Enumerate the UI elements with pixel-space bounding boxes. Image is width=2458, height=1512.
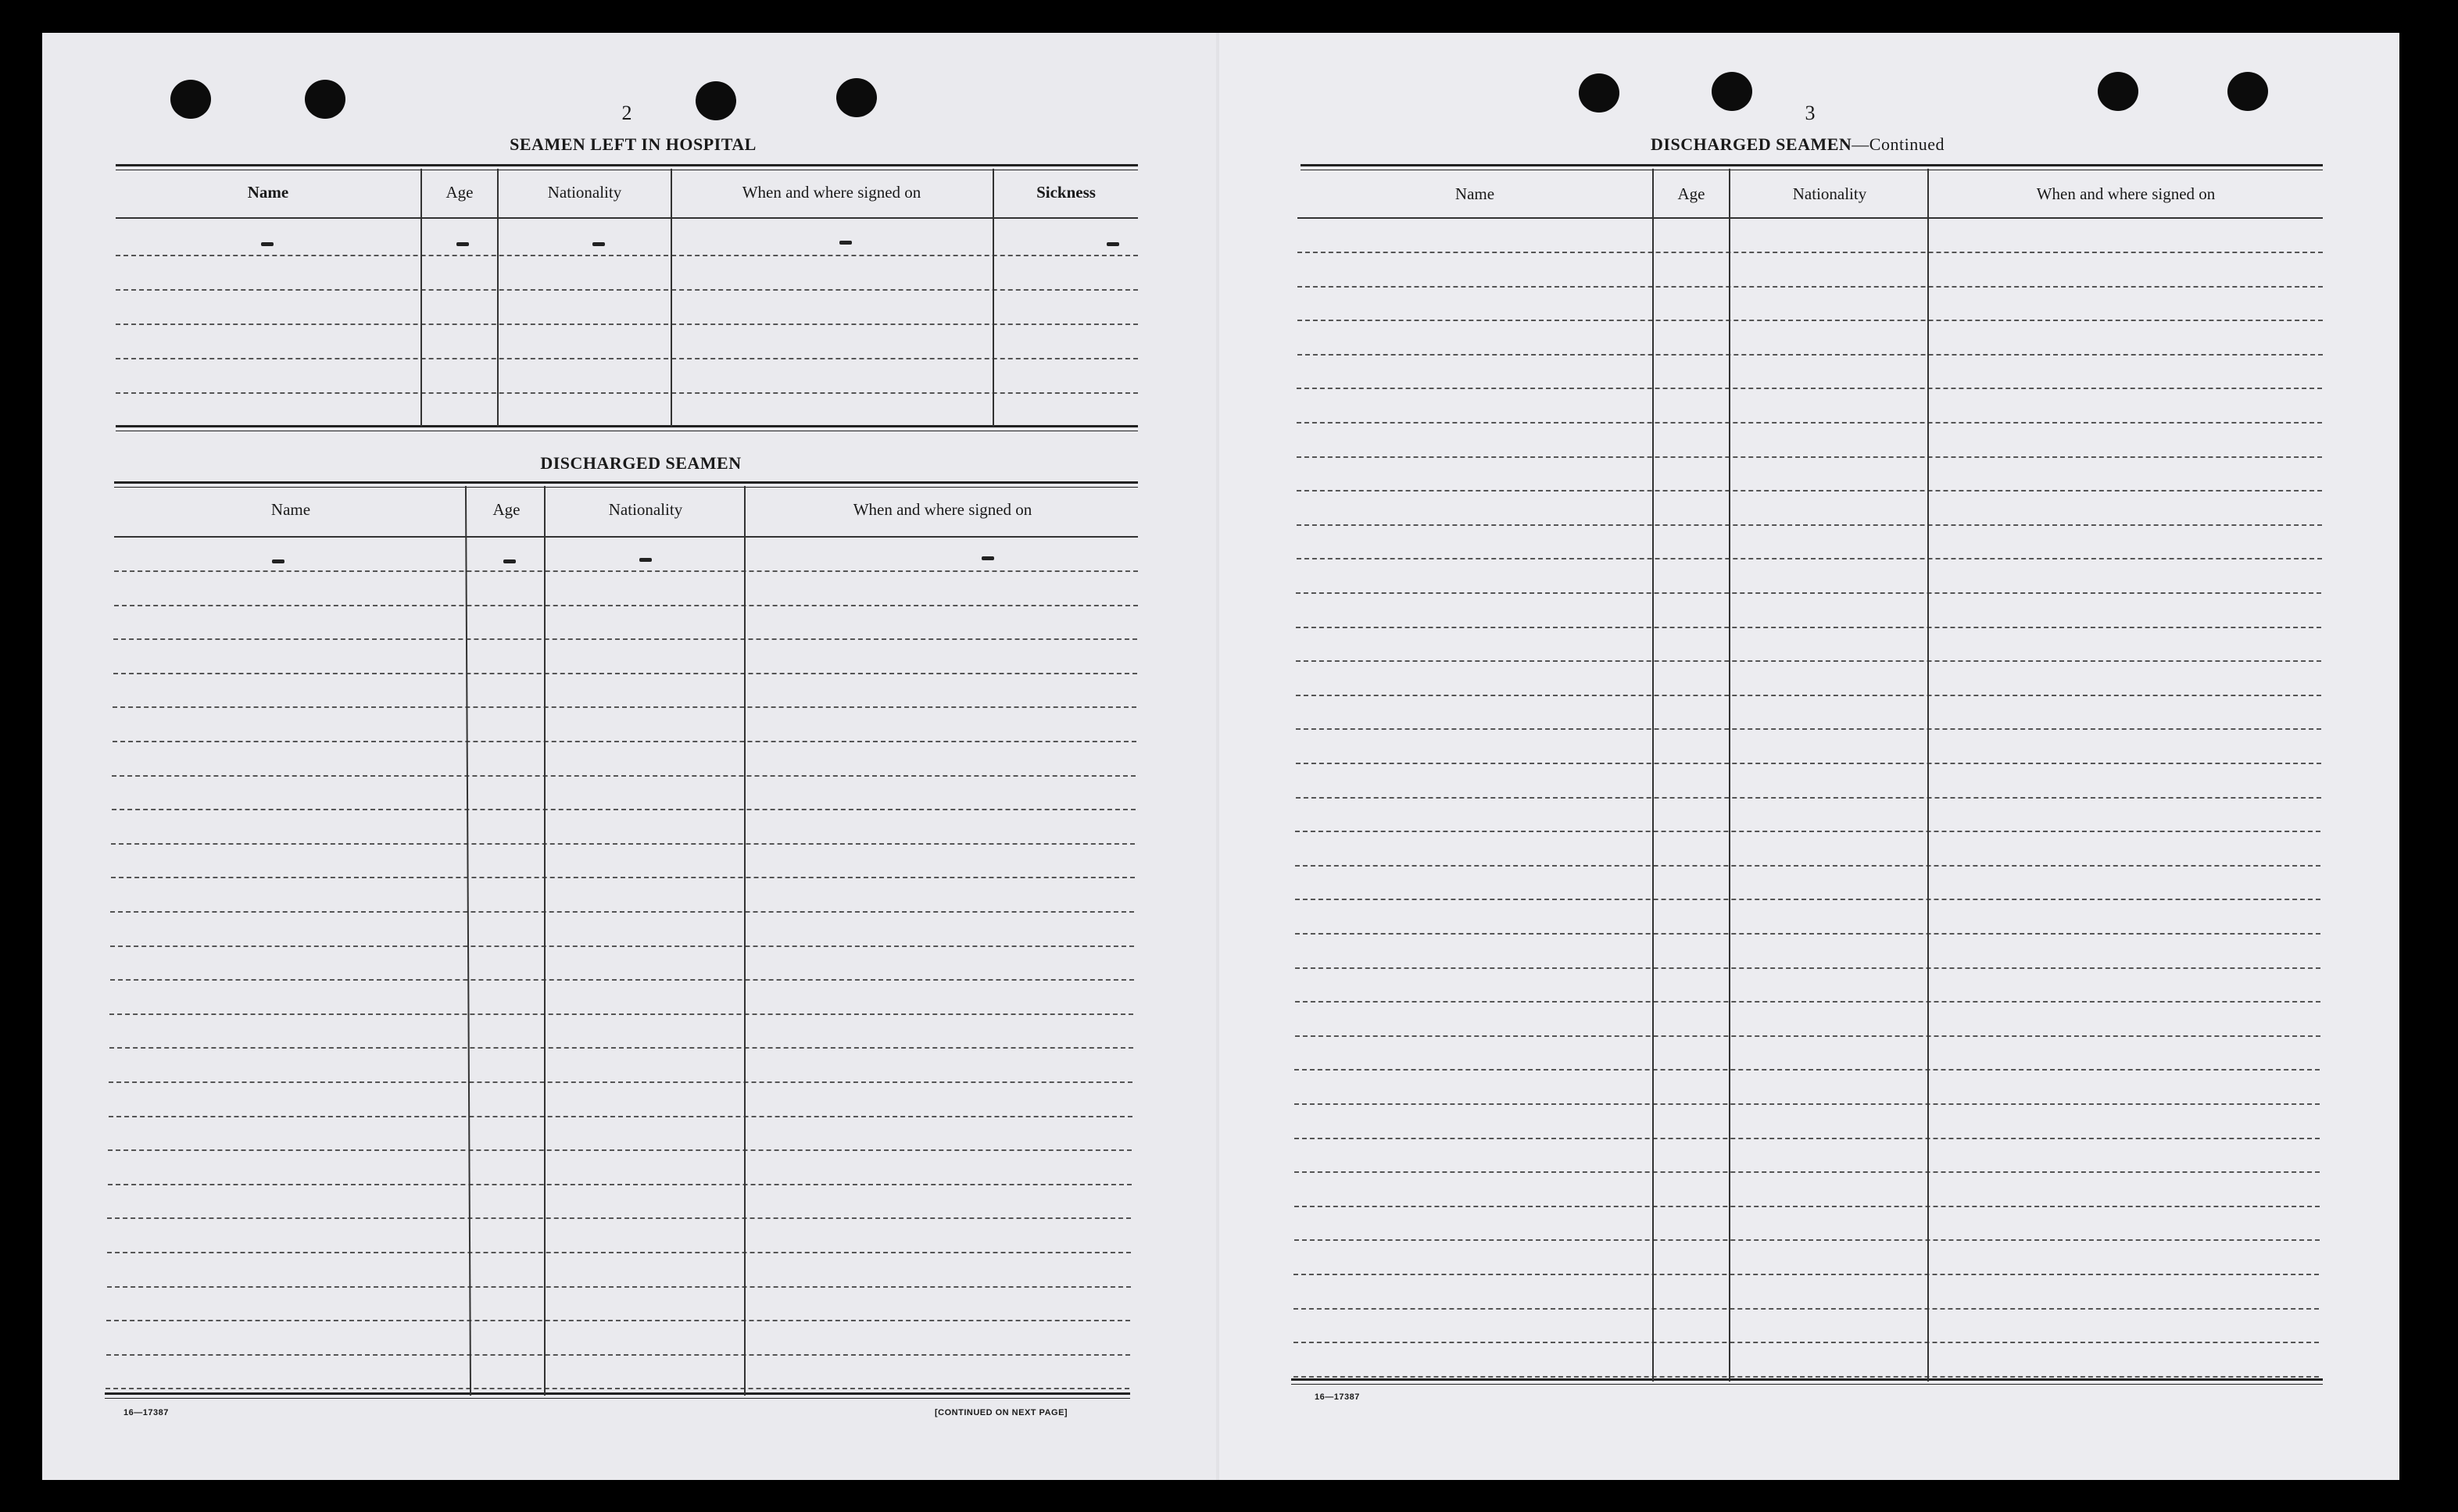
row-line: [1293, 1342, 2319, 1343]
row-line: [108, 1149, 1132, 1151]
row-line: [106, 1320, 1130, 1321]
row-line: [107, 1217, 1131, 1219]
row-line: [110, 911, 1134, 913]
row-line: [114, 570, 1138, 572]
punch-hole: [1579, 73, 1619, 113]
col-divider: [1652, 169, 1654, 1382]
col-header-signed-on: When and where signed on: [853, 500, 1032, 519]
row-line: [1294, 1103, 2320, 1105]
row-line: [1295, 1035, 2320, 1037]
row-line: [108, 1184, 1132, 1185]
row-line: [1297, 558, 2322, 559]
blank-mark: [1107, 242, 1119, 246]
blank-mark: [982, 556, 994, 560]
row-line: [1295, 899, 2320, 900]
row-line: [1297, 456, 2322, 458]
col-header-nationality: Nationality: [547, 183, 622, 202]
row-line: [1297, 252, 2323, 253]
row-line: [106, 1388, 1129, 1389]
col-header-age: Age: [1677, 184, 1705, 203]
row-line: [116, 289, 1138, 291]
row-line: [112, 775, 1136, 777]
punch-hole: [2227, 72, 2268, 111]
row-line: [1293, 1308, 2319, 1310]
page-number: 2: [621, 102, 632, 124]
row-line: [106, 1354, 1130, 1356]
row-line: [1297, 422, 2322, 424]
row-line: [1296, 797, 2321, 799]
row-line: [1296, 627, 2321, 628]
col-divider: [993, 169, 994, 427]
col-divider: [497, 169, 499, 427]
punch-hole: [305, 80, 345, 119]
row-line: [1296, 695, 2321, 696]
table-top-rule: [116, 164, 1138, 170]
col-header-signed-on: When and where signed on: [2036, 184, 2216, 203]
row-line: [1293, 1274, 2319, 1275]
row-line: [1296, 728, 2321, 730]
row-line: [110, 979, 1134, 981]
row-line: [1295, 831, 2320, 832]
table-bottom-rule: [1291, 1378, 2323, 1385]
table-bottom-rule: [116, 425, 1138, 431]
blank-mark: [503, 559, 516, 563]
row-line: [109, 1116, 1132, 1117]
header-rule: [114, 536, 1138, 538]
row-line: [1297, 524, 2322, 526]
row-line: [116, 323, 1138, 325]
row-line: [1297, 320, 2323, 321]
col-header-signed-on: When and where signed on: [742, 183, 921, 202]
row-line: [1295, 967, 2320, 969]
row-line: [1295, 865, 2320, 867]
blank-mark: [261, 242, 274, 246]
discharged-section-title: DISCHARGED SEAMEN: [540, 453, 742, 473]
col-header-nationality: Nationality: [608, 500, 683, 519]
row-line: [1297, 490, 2322, 491]
punch-hole: [696, 81, 736, 120]
col-header-age: Age: [492, 500, 521, 519]
hospital-section-title: SEAMEN LEFT IN HOSPITAL: [510, 134, 757, 154]
row-line: [116, 392, 1138, 394]
col-divider: [1927, 169, 1929, 1382]
row-line: [1295, 933, 2320, 935]
blank-mark: [592, 242, 605, 246]
punch-hole: [170, 80, 211, 119]
col-divider: [1729, 169, 1730, 1382]
col-header-name: Name: [247, 183, 289, 202]
row-line: [1297, 354, 2323, 356]
page-fold: [1216, 33, 1219, 1480]
form-number: 16—17387: [123, 1408, 169, 1417]
col-header-sickness: Sickness: [1036, 183, 1096, 202]
row-line: [1297, 388, 2322, 389]
right-page: [1219, 33, 2399, 1480]
row-line: [1296, 592, 2321, 594]
col-divider: [744, 486, 746, 1396]
row-line: [1294, 1171, 2320, 1173]
section-title-text: DISCHARGED SEAMEN: [1651, 134, 1852, 154]
table-top-rule: [114, 481, 1138, 488]
row-line: [1295, 1001, 2320, 1003]
col-header-nationality: Nationality: [1792, 184, 1867, 203]
row-line: [109, 1047, 1133, 1049]
header-rule: [116, 217, 1138, 219]
row-line: [1297, 286, 2323, 288]
punch-hole: [1712, 72, 1752, 111]
header-rule: [1297, 217, 2323, 219]
row-line: [113, 706, 1136, 708]
row-line: [107, 1286, 1131, 1288]
row-line: [1294, 1239, 2320, 1241]
blank-mark: [639, 558, 652, 562]
table-top-rule: [1301, 164, 2323, 170]
row-line: [113, 673, 1137, 674]
row-line: [1296, 660, 2321, 662]
row-line: [116, 358, 1138, 359]
row-line: [1293, 1376, 2319, 1378]
continued-note: [CONTINUED ON NEXT PAGE]: [935, 1408, 1068, 1417]
row-line: [1294, 1206, 2320, 1207]
section-title-suffix: —Continued: [1852, 134, 1945, 154]
punch-hole: [2098, 72, 2138, 111]
table-bottom-rule: [105, 1392, 1130, 1399]
page-number: 3: [1805, 102, 1816, 124]
col-divider: [420, 169, 422, 427]
row-line: [111, 877, 1135, 878]
row-line: [113, 638, 1137, 640]
blank-mark: [839, 241, 852, 245]
row-line: [109, 1081, 1132, 1083]
col-header-name: Name: [1454, 184, 1495, 203]
punch-hole: [836, 78, 877, 117]
row-line: [109, 1013, 1133, 1015]
col-header-age: Age: [445, 183, 474, 202]
col-divider: [671, 169, 672, 427]
col-header-name: Name: [270, 500, 311, 519]
blank-mark: [272, 559, 284, 563]
row-line: [111, 843, 1135, 845]
row-line: [107, 1252, 1131, 1253]
row-line: [1294, 1069, 2320, 1071]
row-line: [112, 809, 1136, 810]
row-line: [1296, 763, 2321, 764]
col-divider: [544, 486, 546, 1396]
row-line: [110, 945, 1134, 947]
row-line: [113, 741, 1136, 742]
blank-mark: [456, 242, 469, 246]
form-number: 16—17387: [1315, 1392, 1360, 1402]
row-line: [116, 255, 1138, 256]
discharged-continued-title: [1563, 134, 2032, 155]
row-line: [114, 605, 1138, 606]
row-line: [1294, 1138, 2320, 1139]
